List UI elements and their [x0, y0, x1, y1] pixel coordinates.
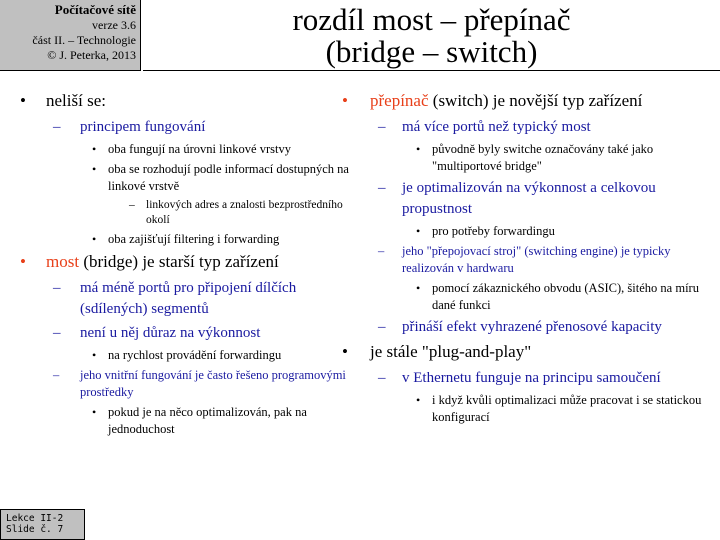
bullet-text: na rychlost provádění forwardingu — [108, 348, 282, 362]
sub-bullet: – v Ethernetu funguje na principu samoučení — [378, 370, 661, 386]
bullet-text: neliší se: — [46, 91, 106, 110]
bullet-text: v Ethernetu funguje na principu samoučení — [402, 370, 661, 386]
bullet-most: • most (bridge) je starší typ zařízení — [20, 252, 279, 271]
part-label: část II. – Technologie — [32, 33, 136, 47]
bullet-plug-and-play: • je stále "plug-and-play" — [342, 342, 532, 361]
right-column — [342, 90, 720, 429]
sub-bullet: – jeho "přepojovací stroj" (switching engine) je typicky realizován v hardwaru — [378, 244, 671, 275]
bullet-text: má více portů než typický most — [402, 119, 591, 135]
sub-sub-bullet: • pomocí zákaznického obvodu (ASIC), šitého na míru dané funkci — [416, 281, 699, 312]
bullet-text: (bridge) je starší typ zařízení — [79, 252, 279, 271]
bullet-text: linkových adres a znalosti bezprostředního okolí — [146, 199, 343, 226]
bullet-text: i když kvůli optimalizaci může pracovat i se statickou konfigurací — [432, 393, 702, 424]
bullet-text: jeho vnitřní fungování je často řešeno programovými prostředky — [80, 368, 346, 399]
sub-bullet: – není u něj důraz na výkonnost — [53, 325, 261, 341]
level4-bullet: – linkových adres a znalosti bezprostředního okolí — [129, 199, 343, 226]
left-column — [0, 90, 350, 441]
bullet-text: není u něj důraz na výkonnost — [80, 325, 261, 341]
course-title: Počítačové sítě — [54, 2, 136, 17]
highlight-term: přepínač — [370, 91, 429, 110]
sub-bullet: – je optimalizován na výkonnost a celkovou propustnost — [378, 180, 656, 217]
bullet-text: pokud je na něco optimalizován, pak na jednoduchost — [108, 405, 307, 436]
title-line-2: (bridge – switch) — [325, 34, 538, 69]
bullet-text: přináší efekt vyhrazené přenosové kapacity — [402, 319, 662, 335]
highlight-term: most — [46, 252, 80, 271]
bullet-text: (switch) je novější typ zařízení — [428, 91, 643, 110]
bullet-text: oba zajišťují filtering i forwarding — [108, 232, 280, 246]
slide-number: Slide č. 7 — [6, 524, 64, 535]
sub-sub-bullet: • pokud je na něco optimalizován, pak na jednoduchost — [92, 405, 307, 436]
title-line-1: rozdíl most – přepínač — [292, 2, 571, 37]
bullet-text: oba se rozhodují podle informací dostupných na linkové vrstvě — [108, 162, 349, 193]
sub-sub-bullet: • původně byly switche označovány také jako "multiportové bridge" — [416, 142, 654, 173]
sub-bullet-principem: – principem fungování — [53, 119, 206, 135]
bullet-neli-se: • neliší se: — [20, 91, 106, 110]
bullet-text: má méně portů pro připojení dílčích (sdílených) segmentů — [80, 280, 297, 317]
version-label: verze 3.6 — [92, 18, 136, 32]
lesson-label: Lekce II-2 — [6, 513, 64, 524]
slide-title — [143, 0, 720, 71]
bullet-text: je optimalizován na výkonnost a celkovou propustnost — [402, 180, 656, 217]
bullet-text: je stále "plug-and-play" — [370, 342, 532, 361]
bullet-text: jeho "přepojovací stroj" (switching engine) je typicky realizován v hardwaru — [402, 244, 671, 275]
course-info-box — [0, 0, 141, 71]
sub-sub-bullet: • oba fungují na úrovni linkové vrstvy — [92, 142, 291, 156]
lesson-footer — [0, 509, 85, 540]
bullet-text: principem fungování — [80, 119, 206, 135]
sub-bullet: – má méně portů pro připojení dílčích (sdílených) segmentů — [53, 280, 297, 317]
author-label: © J. Peterka, 2013 — [47, 48, 136, 62]
bullet-text: pro potřeby forwardingu — [432, 224, 555, 238]
bullet-text: oba fungují na úrovni linkové vrstvy — [108, 142, 291, 156]
sub-bullet: – jeho vnitřní fungování je často řešeno programovými prostředky — [53, 368, 346, 399]
sub-sub-bullet: • oba se rozhodují podle informací dostupných na linkové vrstvě — [92, 162, 349, 193]
sub-bullet: – přináší efekt vyhrazené přenosové kapacity — [378, 319, 662, 335]
bullet-prepinac: • přepínač (switch) je novější typ zařízení — [342, 91, 643, 110]
sub-sub-bullet: • pro potřeby forwardingu — [416, 224, 555, 238]
sub-sub-bullet: • oba zajišťují filtering i forwarding — [92, 232, 280, 246]
bullet-text: původně byly switche označovány také jako "multiportové bridge" — [432, 142, 654, 173]
sub-sub-bullet: • i když kvůli optimalizaci může pracovat i se statickou konfigurací — [416, 393, 702, 424]
sub-sub-bullet: • na rychlost provádění forwardingu — [92, 348, 282, 362]
sub-bullet: – má více portů než typický most — [378, 119, 591, 135]
bullet-text: pomocí zákaznického obvodu (ASIC), šitého na míru dané funkci — [432, 281, 699, 312]
